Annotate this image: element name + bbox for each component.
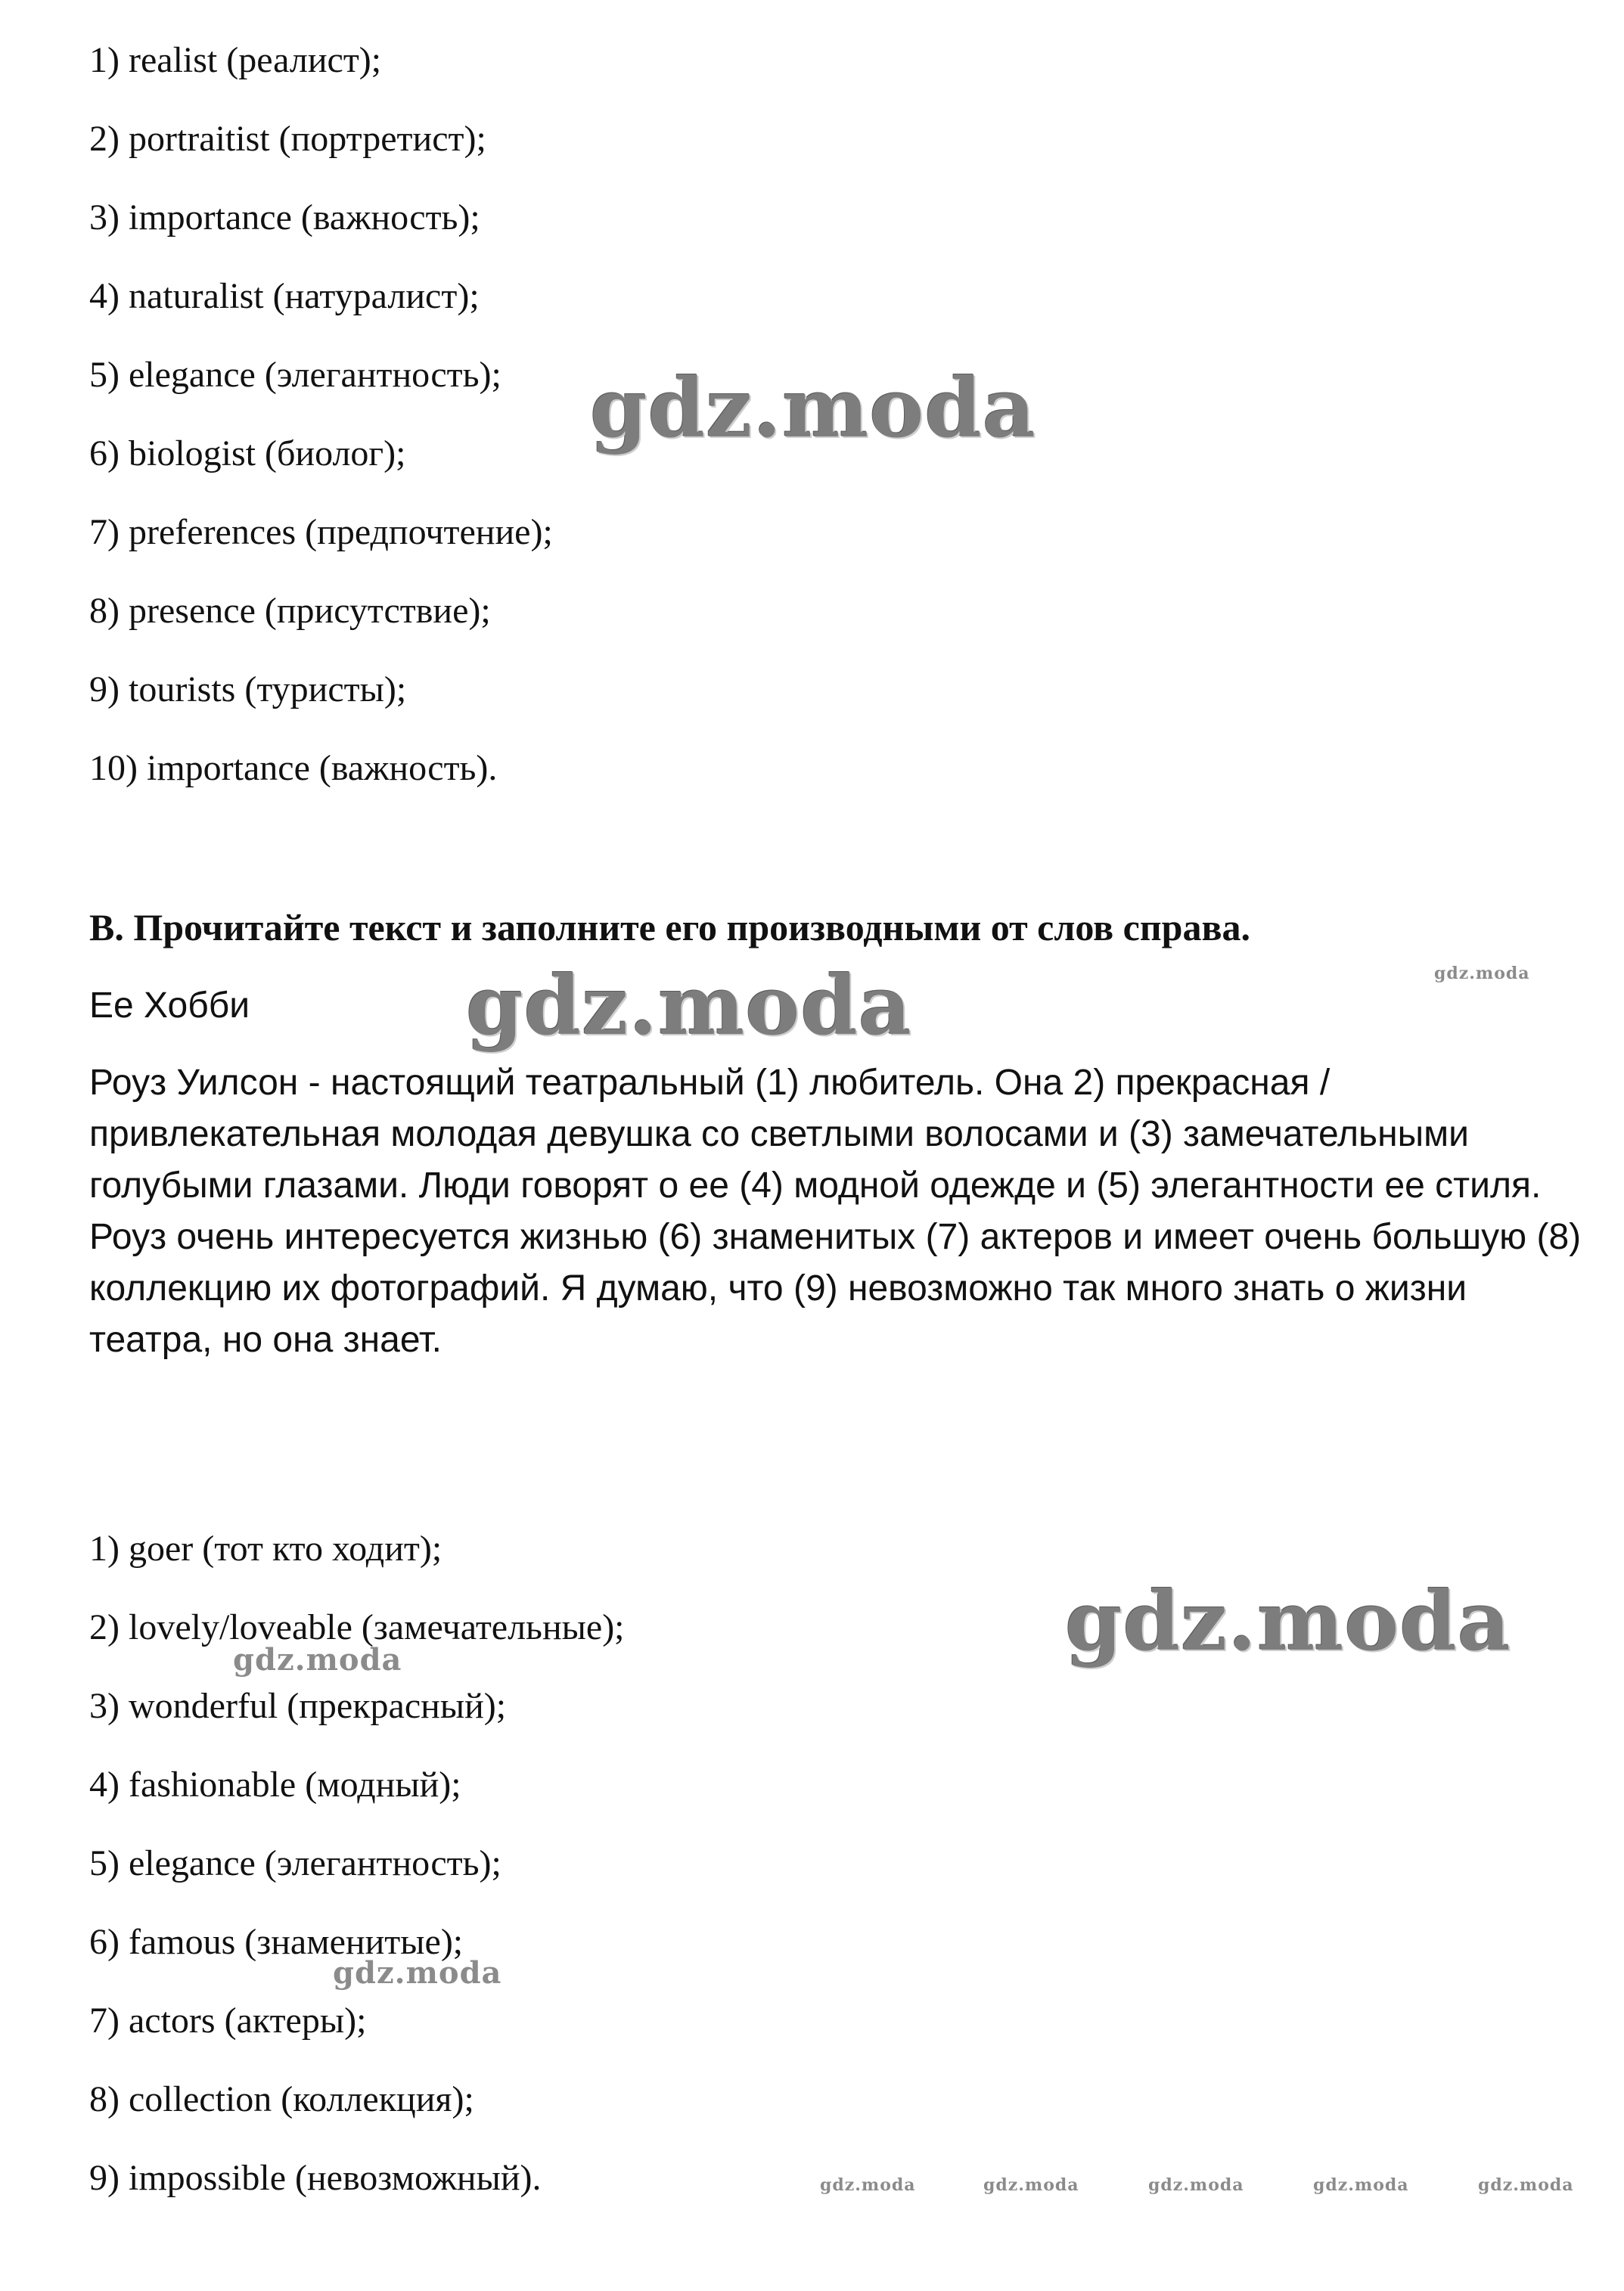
watermark: gdz.moda <box>1065 1574 1511 1669</box>
section-heading: B. Прочитайте текст и заполните его производными от слов справа. <box>89 906 1250 948</box>
watermark: gdz.moda <box>1478 2175 1574 2195</box>
watermark: gdz.moda <box>1434 964 1530 983</box>
list1-item: 7) preferences (предпочтение); <box>89 512 553 552</box>
list2-item: 9) impossible (невозможный). <box>89 2158 542 2198</box>
watermark: gdz.moda <box>1313 2175 1409 2195</box>
list1-item: 5) elegance (элегантность); <box>89 355 501 395</box>
list1-item: 3) importance (важность); <box>89 197 480 237</box>
watermark: gdz.moda <box>590 361 1036 456</box>
text-paragraph: Роуз Уилсон - настоящий театральный (1) любитель. Она 2) прекрасная / привлекательная молодая девушка со светлыми волосами и (3) замечательными голубыми глазами. Люди говорят о ее (4) модной одежде и (5) элегантности ее стиля. Роуз очень интересуется жизнью (6) знаменитых (7) актеров и имеет очень большую (8) коллекцию их фотографий. Я думаю, что (9) невозможно так много знать о жизни театра, но она знает. <box>89 1063 1582 1360</box>
list2-item: 4) fashionable (модный); <box>89 1765 461 1805</box>
list1-item: 6) biologist (биолог); <box>89 433 406 473</box>
list1-item: 10) importance (важность). <box>89 748 498 788</box>
list2-item: 7) actors (актеры); <box>89 2001 367 2041</box>
list1-item: 8) presence (присутствие); <box>89 591 491 631</box>
list1-item: 2) portraitist (портретист); <box>89 119 486 159</box>
list1-item: 9) tourists (туристы); <box>89 669 407 709</box>
watermark: gdz.moda <box>820 2175 916 2195</box>
list2-item: 5) elegance (элегантность); <box>89 1843 501 1883</box>
watermark: gdz.moda <box>333 1955 502 1991</box>
list2-item: 3) wonderful (прекрасный); <box>89 1686 507 1726</box>
watermark: gdz.moda <box>233 1642 402 1678</box>
watermark: gdz.moda <box>466 958 912 1054</box>
list1-item: 1) realist (реалист); <box>89 40 382 80</box>
list2-item: 2) lovely/loveable (замечательные); <box>89 1607 625 1647</box>
watermark: gdz.moda <box>1148 2175 1244 2195</box>
list2-item: 1) goer (тот кто ходит); <box>89 1529 442 1569</box>
text-title: Ее Хобби <box>89 986 250 1026</box>
list2-item: 6) famous (знаменитые); <box>89 1922 464 1962</box>
watermark: gdz.moda <box>983 2175 1079 2195</box>
list2-item: 8) collection (коллекция); <box>89 2079 474 2119</box>
list1-item: 4) naturalist (натуралист); <box>89 276 480 316</box>
